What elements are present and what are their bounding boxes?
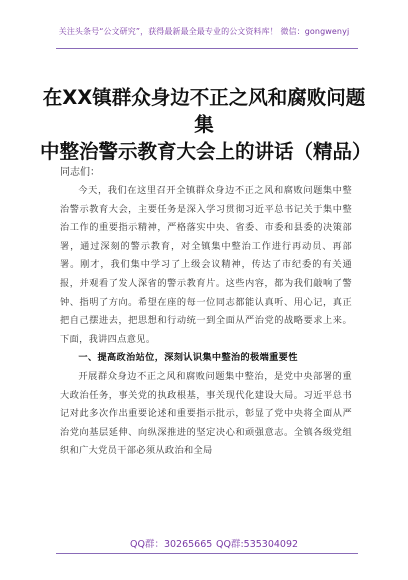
document-title (40, 84, 372, 165)
salutation: 同志们： (60, 167, 100, 178)
footer-qq-group-1: QQ群：30265665 (130, 539, 213, 550)
paragraph-1: 今天，我们在这里召开全镇群众身边不正之风和腐败问题集中整治警示教育大会，主要任务是深入学习贯彻习近平总书记关于集中整治工作的重要指示精神，严格落实中央、省委、市委和县委的决策部署，通过深刻的警示教育，对全镇集中整治工作进行再动员、再部署。刚才，我们集中学习了上级会议精神，传达了市纪委的有关通报，并观看了发人深省的警示教育片。这些内容，都为我们敲响了警钟、指明了方向。希望在座的每一位同志都能认真听、用心记，真正把自己摆进去，把思想和行动统一到全面从严治党的战略要求上来。下面，我讲四点意见。 (60, 185, 352, 345)
document-body (60, 182, 352, 461)
footer-divider (56, 553, 358, 554)
paragraph-2: 开展群众身边不正之风和腐败问题集中整治，是党中央部署的重大政治任务，事关党的执政根基，事关现代化建设大局。习近平总书记对此多次作出重要论述和重要指示批示，彰显了党中央将全面从严治党向基层延伸、向纵深推进的坚定决心和顽强意志。全镇各级党组织和广大党员干部必须从政治和全局 (60, 370, 352, 457)
section-heading-1: 一、提高政治站位，深刻认识集中整治的极端重要性 (78, 352, 298, 364)
title-line-1: 在XX镇群众身边不正之风和腐败问题集 (42, 86, 366, 136)
page-header (0, 0, 408, 58)
footer-qq-group-2: QQ群:535304092 (216, 539, 299, 550)
page-footer (0, 536, 408, 556)
header-divider (56, 48, 358, 49)
title-line-2: 中整治警示教育大会上的讲话（精品） (40, 140, 372, 163)
header-notice: 关注头条号“公文研究”，获得最新最全最专业的公文资料库！ 微信：gongwenyj (58, 27, 350, 36)
